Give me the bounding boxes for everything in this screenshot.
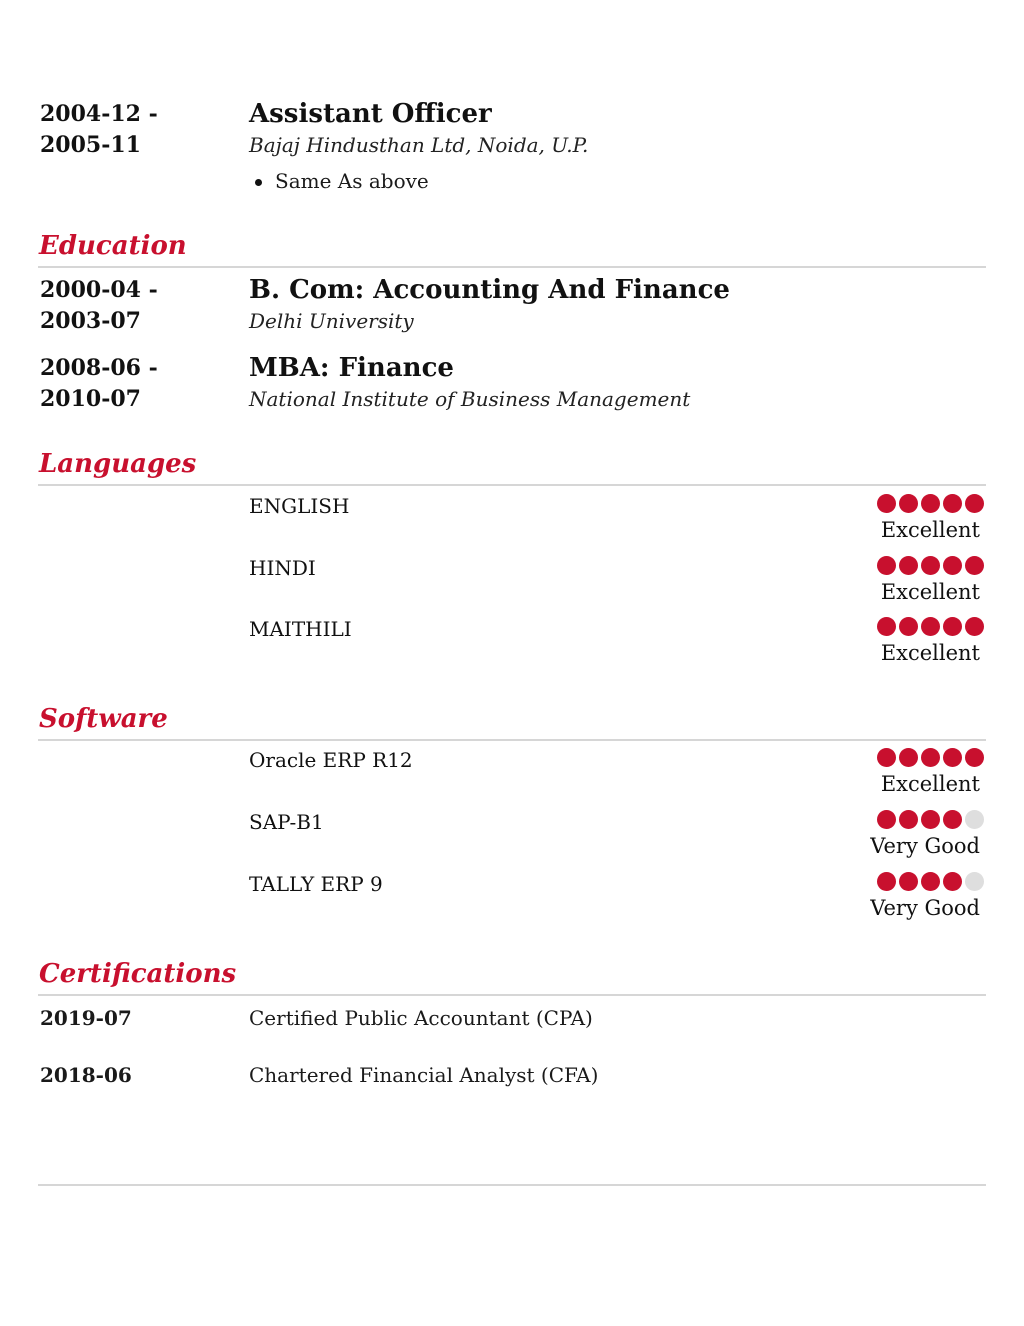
rating-dots	[877, 872, 984, 891]
rating-dot-filled-icon	[965, 748, 984, 767]
rating-dot-filled-icon	[877, 494, 896, 513]
language-name: ENGLISH	[249, 494, 350, 518]
rating-label: Excellent	[880, 641, 980, 665]
rating-dot-filled-icon	[899, 748, 918, 767]
rating-dot-filled-icon	[899, 617, 918, 636]
software-item	[40, 746, 986, 806]
date-start: 2000-04 -	[40, 277, 158, 303]
education-date	[40, 353, 240, 415]
software-heading: Software	[39, 704, 168, 734]
rating-dot-filled-icon	[877, 872, 896, 891]
certification-date: 2019-07	[40, 1006, 132, 1030]
software-name: SAP-B1	[249, 810, 324, 834]
rating-dots	[877, 810, 984, 829]
software-section-header	[38, 703, 986, 741]
rating-label: Excellent	[880, 772, 980, 796]
rating-label: Very Good	[870, 834, 980, 858]
degree-title: MBA: Finance	[249, 353, 454, 383]
rating-dot-filled-icon	[943, 556, 962, 575]
certification-item	[40, 1061, 986, 1091]
rating-dot-filled-icon	[943, 494, 962, 513]
date-end: 2003-07	[40, 308, 141, 334]
certification-name: Chartered Financial Analyst (CFA)	[249, 1063, 599, 1087]
rating-dot-filled-icon	[899, 872, 918, 891]
education-entry	[40, 275, 986, 339]
rating-dot-filled-icon	[877, 748, 896, 767]
education-content	[249, 353, 986, 414]
rating-dot-filled-icon	[921, 748, 940, 767]
language-item	[40, 492, 986, 552]
education-date	[40, 275, 240, 337]
rating-dot-filled-icon	[877, 810, 896, 829]
date-start: 2004-12 -	[40, 101, 158, 127]
certifications-section-header	[38, 958, 986, 996]
languages-heading: Languages	[39, 449, 197, 479]
language-item	[40, 615, 986, 675]
rating-dots	[877, 556, 984, 575]
education-entry	[40, 353, 986, 417]
job-title: Assistant Officer	[249, 99, 492, 129]
certifications-heading: Certifications	[39, 959, 237, 989]
school-name: National Institute of Business Management	[249, 387, 691, 411]
rating-dot-filled-icon	[877, 617, 896, 636]
date-end: 2005-11	[40, 132, 141, 158]
rating-dot-filled-icon	[943, 748, 962, 767]
rating-dot-filled-icon	[899, 556, 918, 575]
rating-dot-filled-icon	[943, 810, 962, 829]
degree-title: B. Com: Accounting And Finance	[249, 275, 730, 305]
experience-entry	[40, 99, 986, 199]
date-end: 2010-07	[40, 386, 141, 412]
bullet-text: Same As above	[275, 169, 429, 193]
rating-dot-filled-icon	[899, 810, 918, 829]
education-heading: Education	[39, 231, 187, 261]
experience-date	[40, 99, 240, 161]
rating-dot-filled-icon	[921, 494, 940, 513]
languages-section-header	[38, 448, 986, 486]
certification-name: Certified Public Accountant (CPA)	[249, 1006, 593, 1030]
rating-dots	[877, 494, 984, 513]
rating-label: Excellent	[880, 580, 980, 604]
rating-dot-filled-icon	[921, 872, 940, 891]
language-name: MAITHILI	[249, 617, 352, 641]
rating-dot-empty-icon	[965, 872, 984, 891]
school-name: Delhi University	[249, 309, 414, 333]
education-content	[249, 275, 986, 336]
bullet-icon	[255, 179, 262, 186]
software-item	[40, 870, 986, 930]
rating-dots	[877, 748, 984, 767]
page-divider	[38, 1184, 986, 1186]
certification-item	[40, 1004, 986, 1034]
rating-dot-filled-icon	[921, 556, 940, 575]
bullet-item	[249, 166, 986, 196]
software-name: Oracle ERP R12	[249, 748, 413, 772]
language-item	[40, 554, 986, 614]
rating-dot-empty-icon	[965, 810, 984, 829]
date-start: 2008-06 -	[40, 355, 158, 381]
software-name: TALLY ERP 9	[249, 872, 383, 896]
rating-dots	[877, 617, 984, 636]
rating-dot-filled-icon	[965, 556, 984, 575]
rating-dot-filled-icon	[877, 556, 896, 575]
education-section-header	[38, 230, 986, 268]
rating-dot-filled-icon	[943, 617, 962, 636]
company-name: Bajaj Hindusthan Ltd, Noida, U.P.	[249, 133, 589, 157]
rating-dot-filled-icon	[921, 810, 940, 829]
experience-content	[249, 99, 986, 196]
rating-dot-filled-icon	[921, 617, 940, 636]
rating-label: Excellent	[880, 518, 980, 542]
rating-dot-filled-icon	[899, 494, 918, 513]
software-item	[40, 808, 986, 868]
rating-dot-filled-icon	[965, 494, 984, 513]
rating-dot-filled-icon	[943, 872, 962, 891]
rating-dot-filled-icon	[965, 617, 984, 636]
language-name: HINDI	[249, 556, 316, 580]
certification-date: 2018-06	[40, 1063, 132, 1087]
rating-label: Very Good	[870, 896, 980, 920]
